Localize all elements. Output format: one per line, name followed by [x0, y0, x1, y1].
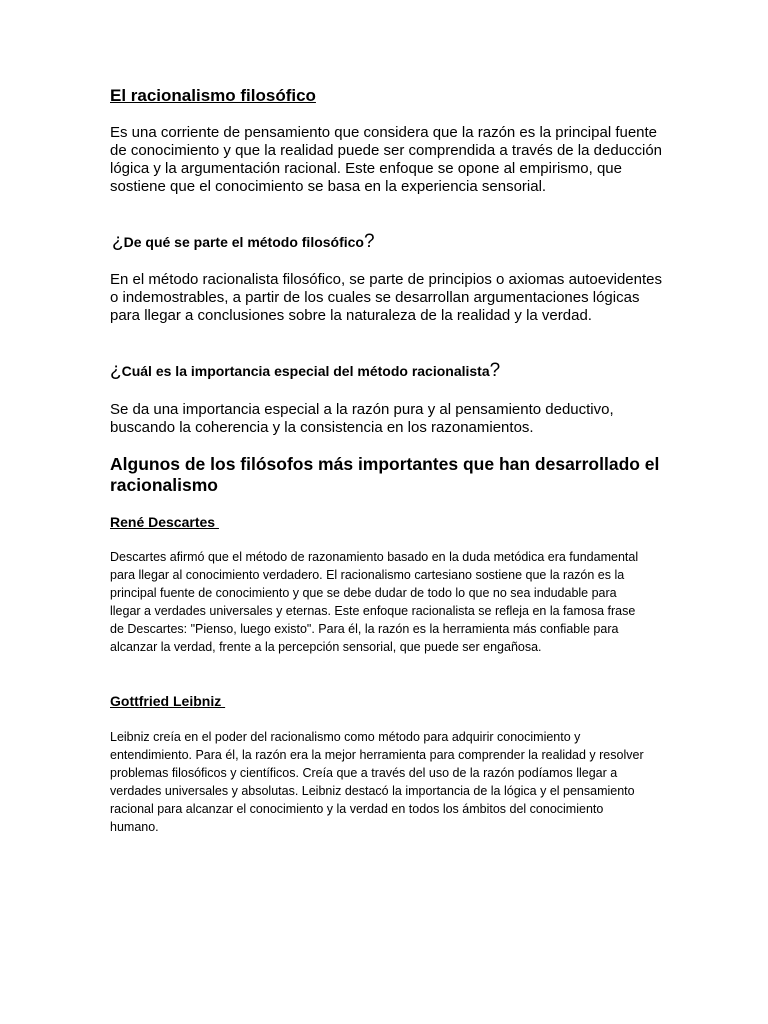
question-text: Cuál es la importancia especial del método racionalista: [121, 363, 490, 379]
philosopher-text-leibniz: Leibniz creía en el poder del racionalismo como método para adquirir conocimiento y entendimiento. Para él, la razón era la mejor herramienta para comprender la realidad y resolver problemas filosóficos y científicos. Creía que a través del uso de la razón podíamos llegar a verdades universales y absolutas. Leibniz destacó la importancia de la lógica y el pensamiento racional para alcanzar el conocimiento y la verdad en todos los ámbitos del conocimiento humano.: [110, 730, 644, 834]
answer-paragraph-2: Se da una importancia especial a la razón pura y al pensamiento deductivo, buscando la coherencia y la consistencia en los razonamientos.: [110, 401, 614, 436]
question-heading-2: [110, 361, 500, 381]
philosopher-text-descartes: Descartes afirmó que el método de razonamiento basado en la duda metódica era fundamental para llegar al conocimiento verdadero. El racionalismo cartesiano sostiene que la razón es la principal fuente de conocimiento y que se debe dudar de todo lo que no sea indudable para llegar a verdades universales y eternas. Este enfoque racionalista se refleja en la famosa frase de Descartes: "Pienso, luego existo". Para él, la razón es la herramienta más confiable para alcanzar la verdad, frente a la percepción sensorial, que puede ser engañosa.: [110, 550, 639, 654]
answer-paragraph-1: En el método racionalista filosófico, se parte de principios o axiomas autoevidentes o indemostrables, a partir de los cuales se desarrollan argumentaciones lógicas para llegar a conclusiones sobre la naturaleza de la realidad y la verdad.: [110, 271, 662, 324]
intro-paragraph: Es una corriente de pensamiento que considera que la razón es la principal fuente de conocimiento y que la realidad puede ser comprendida a través de la deducción lógica y la argumentación racional. Este enfoque se opone al empirismo, que sostiene que el conocimiento se basa en la experiencia sensorial.: [110, 124, 663, 195]
philosopher-name-descartes: René Descartes: [110, 514, 219, 530]
question-text: De qué se parte el método filosófico: [123, 234, 364, 250]
question-close-mark: ?: [364, 231, 375, 252]
philosopher-name-leibniz: Gottfried Leibniz: [110, 693, 226, 709]
question-open-mark: ¿: [110, 360, 122, 381]
question-heading-1: [112, 232, 375, 252]
section-heading: Algunos de los filósofos más importantes que han desarrollado el racionalismo: [110, 454, 660, 495]
document-title: El racionalismo filosófico: [110, 86, 316, 105]
question-close-mark: ?: [489, 360, 501, 381]
question-open-mark: ¿: [112, 231, 124, 252]
